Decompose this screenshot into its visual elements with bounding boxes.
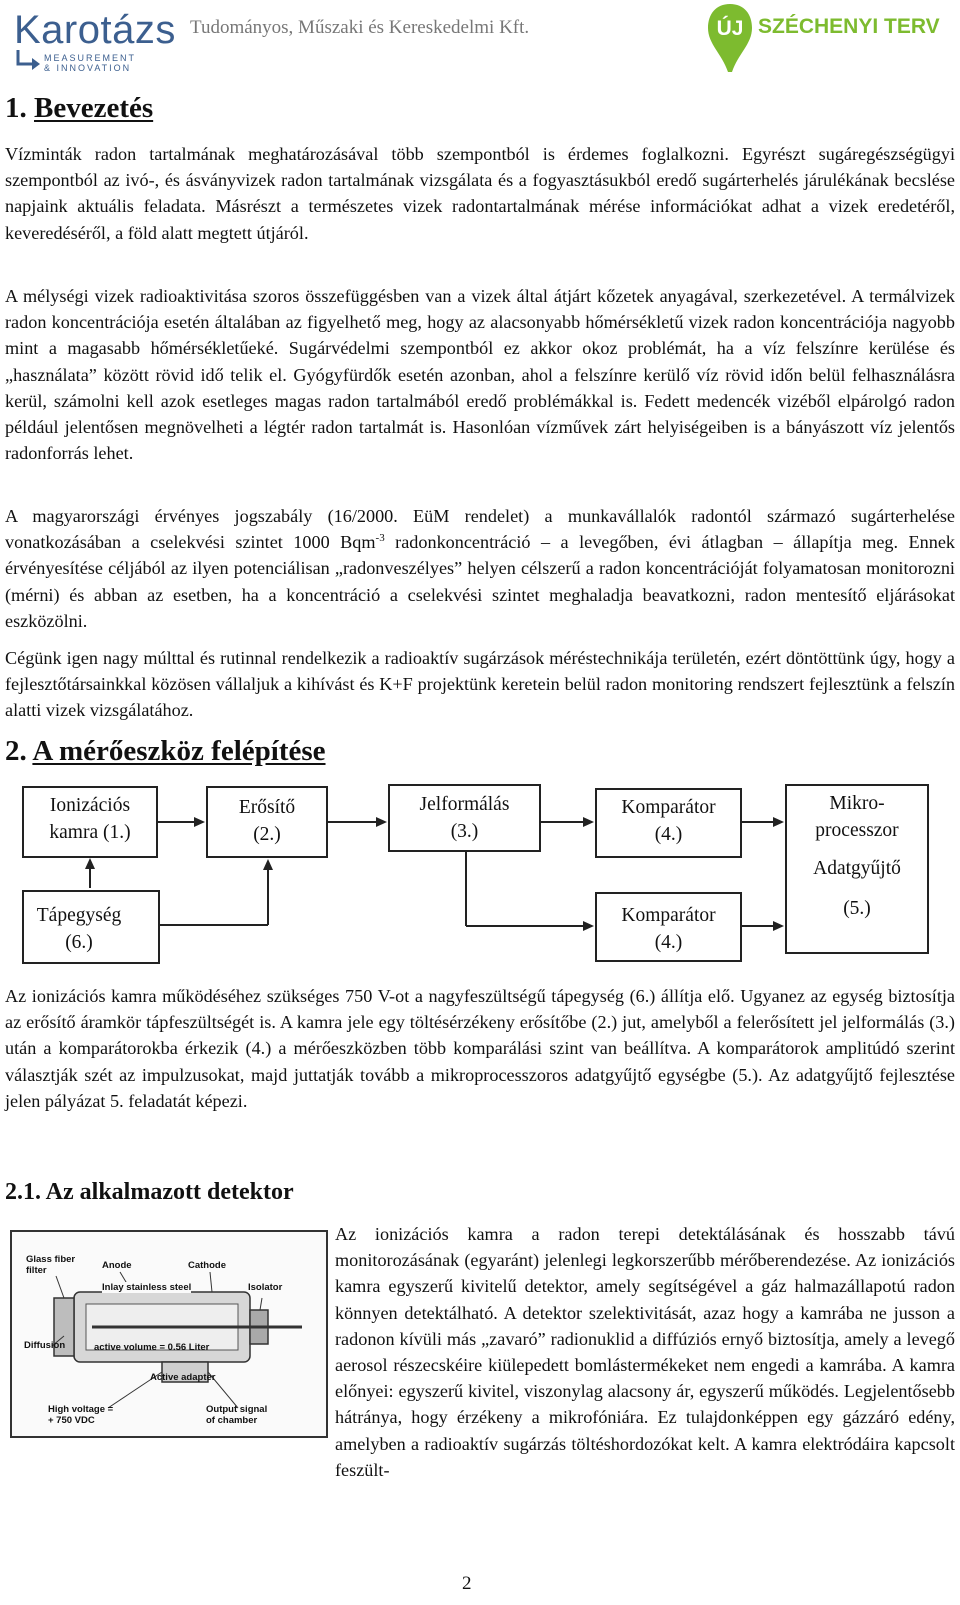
karotazs-logo-sub1: MEASUREMENT bbox=[44, 53, 137, 63]
label-active-adapter: Active adapter bbox=[150, 1372, 216, 1383]
karotazs-arrow-icon bbox=[14, 48, 44, 74]
label-high-voltage-2: + 750 VDC bbox=[48, 1415, 95, 1426]
label-glass-fiber-2: filter bbox=[26, 1265, 47, 1276]
label-inlay: Inlay stainless steel bbox=[102, 1282, 192, 1293]
section21-heading: 2.1. Az alkalmazott detektor bbox=[5, 1179, 294, 1205]
karotazs-logo-sub2: & INNOVATION bbox=[44, 63, 132, 73]
box5-line3: Adatgyűjtő bbox=[813, 858, 901, 879]
paragraph-3 bbox=[5, 503, 955, 634]
szechenyi-text: SZÉCHENYI TERV bbox=[758, 15, 940, 38]
section1-title: Bevezetés bbox=[34, 92, 154, 124]
box4a-line1: Komparátor bbox=[621, 797, 716, 818]
label-active-volume: active volume = 0.56 Liter bbox=[94, 1342, 210, 1353]
section2-number: 2. bbox=[5, 735, 27, 767]
paragraph-3-start: A magyarországi érvényes jogszabály (16/2000. EüM rendelet) a munkavállalók radontól származó sugárterhelése vonatkozásában a cselekvési szintet 1000 Bqm bbox=[5, 506, 955, 553]
company-name: Tudományos, Műszaki és Kereskedelmi Kft. bbox=[190, 17, 530, 38]
arrowhead-6-2 bbox=[263, 859, 273, 870]
box4a-line2: (4.) bbox=[654, 824, 683, 845]
label-diffusion: Diffusion bbox=[24, 1340, 66, 1351]
diagram-description: Az ionizációs kamra működéséhez szükséges 750 V-ot a nagyfeszültségű tápegység (6.) állítja elő. Ugyanez az egység biztosítja az erősítő áramkör tápfeszültségét is. A kamra jele egy töltésérzékeny erősítőbe (2.) jut, amelyből a felerősített jel jelformálás (3.) után a komparátorokba érkezik (4.) a mérőeszközben több komparálási szint van beállítva. A komparátorok amplitúdó szerint választják szét az impulzusokat, majd juttatják tovább a mikroprocesszoros adatgyűjtő egységbe (5.). Az adatgyűjtő fejlesztése jelen pályázat 5. feladatát képezi. bbox=[5, 986, 955, 1111]
arrowhead-6-1 bbox=[85, 858, 95, 869]
box4b-line1: Komparátor bbox=[621, 905, 716, 926]
box2-line2: (2.) bbox=[253, 824, 281, 845]
karotazs-logo-text: Karotázs bbox=[14, 8, 176, 52]
paragraph-2: A mélységi vizek radioaktivitása szoros összefüggésben van a vizek által átjárt kőzetek anyagával, szerkezetével. A termálvizek radon koncentrációja esetén általában az figyelhető meg, hogy az alacsonyabb hőmérsékletű vizek radon koncentrációja nagyobb mint a magasabb hőmérsékletűeké. Sugárvédelmi szempontból ez akkor okoz problémát, ha a víz felszínre kerülése és „használata” között rövid idő telik el. Gyógyfürdők esetén azonban, ahol a felszínre kerülő víz rövid időn belül felhasználásra kerül, számolni kell azok esetleges magas radon tartalmából eredő problémákkal is. Fedett medencék vizéből elpárolgó radon például jelentősen megnövelheti a légtér radon tartalmát is. Hasonlóan vízművek zárt helyiségeiben is a bányászott víz jelentős radonforrás lehet. bbox=[5, 286, 955, 464]
page-number: 2 bbox=[462, 1573, 472, 1594]
figure-wrap-spacer bbox=[5, 1221, 335, 1483]
paragraph-3-end: radonkoncentráció – a levegőben, évi átlagban – állapítja meg. Ennek érvényesítése céljából az ilyen potenciálisan „radonveszélyes” helyen célszerű a radon koncentrációját folyamatosan monitorozni (mérni) és abban az esetben, ha a koncentráció a cselekvési szintet meghaladja beavatkozni, radon mentesítő eljárásokat eszközölni. bbox=[5, 532, 955, 631]
paragraph-1: Vízminták radon tartalmának meghatározásával több szempontból is érdemes foglalkozni. Egyrészt sugáregészségügyi szempontból az ivó-, és ásványvizek radon tartalmának vizsgálata és a fogyasztásukból eredő sugárterhelés járulékának becslése napjaink aktuális feladata. Másrészt a természetes vizek radontartalmának mérése információkat adhat a vizek eredetéről, keveredéséről, a föld alatt megtett útjáról. bbox=[5, 144, 955, 243]
box4b-line2: (4.) bbox=[654, 932, 683, 953]
label-output-2: of chamber bbox=[206, 1415, 258, 1426]
paragraph-4: Cégünk igen nagy múlttal és rutinnal rendelkezik a radioaktív sugárzások méréstechnikája területén, ezért döntöttünk úgy, hogy a fejlesztőtársainkkal közösen vállaljuk a kihívást és K+F projektünk keretein belül radon monitoring rendszert fejlesztünk a felszín alatti vizek vizsgálatához. bbox=[5, 648, 955, 721]
karotazs-logo bbox=[14, 8, 179, 72]
arrowhead-4a-5 bbox=[773, 817, 784, 827]
box5-line2: processzor bbox=[815, 820, 899, 841]
label-glass-fiber-1: Glass fiber bbox=[26, 1254, 76, 1265]
block-diagram bbox=[0, 780, 960, 970]
box5-line4: (5.) bbox=[843, 898, 871, 919]
box1-line2: kamra (1.) bbox=[49, 822, 131, 843]
arrowhead-3-4b bbox=[583, 921, 594, 931]
box6-line2: (6.) bbox=[65, 932, 93, 953]
label-high-voltage-1: High voltage = bbox=[48, 1404, 114, 1415]
detector-description: Az ionizációs kamra a radon terepi detektálásának és hosszabb távú monitorozásának (egyaránt) jelenlegi legkorszerűbb mérőberendezése. Az ionizációs kamra egyszerű kivitelű detektor, amely segítségével a gáz halmazállapotú radon könnyen detektálható. A detektor szelektivitását, azaz hogy a kamrába ne jusson a radonon kívüli más „zavaró” radionuklid a diffúziós ernyő biztosítja, amely a levegő aerosol részecskéire kiülepedett bomlástermékeket nem engedi a kamrába. A kamra előnyei: egyszerű kivitel, viszonylag alacsony ár, egyszerű működés. Legjelentősebb hátránya, hogy érzékeny a mikrofóniára. Ez tulajdonképpen egy gázzáró edény, amelyben a radioaktív sugárzás töltéshordozókat kelt. A kamra elektródáira kapcsolt feszült- bbox=[5, 1221, 955, 1483]
section1-number: 1. bbox=[5, 92, 27, 124]
arrowhead-3-4a bbox=[583, 817, 594, 827]
box3-line2: (3.) bbox=[450, 821, 479, 842]
box5-line1: Mikro- bbox=[829, 793, 885, 814]
szechenyi-logo bbox=[706, 2, 946, 76]
section1-heading bbox=[5, 90, 153, 126]
arrowhead-1-2 bbox=[194, 817, 205, 827]
arrowhead-2-3 bbox=[376, 817, 387, 827]
box2-line1: Erősítő bbox=[238, 797, 296, 818]
box6-line1: Tápegység bbox=[36, 905, 122, 926]
label-anode: Anode bbox=[102, 1260, 132, 1271]
paragraph-3-exponent: -3 bbox=[375, 532, 385, 545]
label-output-1: Output signal bbox=[206, 1404, 268, 1415]
arrowhead-4b-5 bbox=[773, 921, 784, 931]
szechenyi-badge: ÚJ bbox=[716, 17, 744, 40]
section2-title: A mérőeszköz felépítése bbox=[32, 735, 326, 767]
label-isolator: Isolator bbox=[248, 1282, 283, 1293]
label-cathode: Cathode bbox=[188, 1260, 226, 1271]
box1-line1: Ionizációs bbox=[49, 795, 131, 816]
section2-heading bbox=[5, 733, 326, 769]
box3-line1: Jelformálás bbox=[419, 794, 510, 815]
